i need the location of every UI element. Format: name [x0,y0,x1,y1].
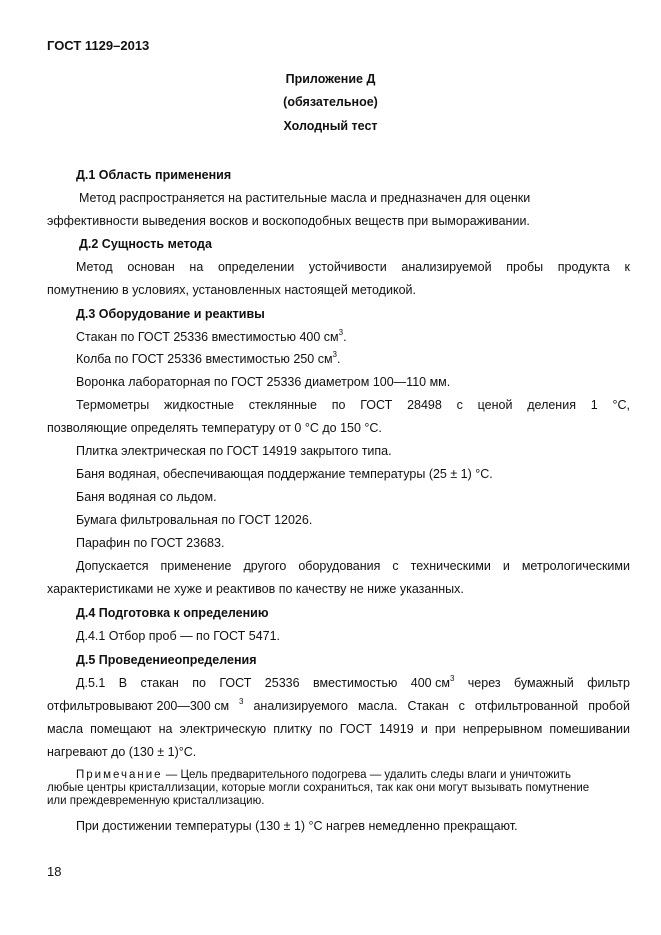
d5-final-line: При достижении температуры (130 ± 1) °С нагрев немедленно прекращают. [76,819,518,833]
equipment-paraffin: Парафин по ГОСТ 23683. [76,536,225,550]
appendix-status: (обязательное) [283,95,378,109]
note-line-3: или преждевременную кристаллизацию. [47,795,265,807]
equipment-flask: Колба по ГОСТ 25336 вместимостью 250 $см^3$. [76,349,341,366]
d2-text-line-2: помутнению в условиях, установленных настоящей методикой. [47,283,416,297]
equipment-allowance-line-2: характеристиками не хуже и реактивов по качеству не ниже указанных. [47,582,464,596]
d4-sampling: Д.4.1 Отбор проб — по ГОСТ 5471. [76,629,281,643]
d1-text-line-2: эффективности выведения восков и воскоподобных веществ при вымораживании. [47,214,530,228]
section-heading-d3: Д.3 Оборудование и реактивы [76,307,265,321]
equipment-beaker: Стакан по ГОСТ 25336 вместимостью 400 $см^3$. [76,327,347,344]
appendix-title: Приложение Д [285,72,376,86]
d5-text-line-2: отфильтровывают 200—300 см $^3$ анализируемого масла. Стакан с отфильтрованной пробой [47,696,630,713]
equipment-allowance-line-1: Допускается применение другого оборудования с техническими и метрологическими [76,559,630,573]
equipment-hotplate: Плитка электрическая по ГОСТ 14919 закрытого типа. [76,444,392,458]
equipment-filter-paper: Бумага фильтровальная по ГОСТ 12026. [76,513,313,527]
equipment-thermometers-line-2: позволяющие определять температуру от 0 °С до 150 °С. [47,421,382,435]
section-heading-d4: Д.4 Подготовка к определению [76,606,269,620]
d5-text-line-3: масла помещают на электрическую плитку по ГОСТ 14919 и при непрерывном помешивании [47,722,630,736]
section-heading-d1: Д.1 Область применения [76,168,232,182]
d5-text-line-4: нагревают до (130 ± 1)°С. [47,745,197,759]
equipment-funnel: Воронка лабораторная по ГОСТ 25336 диаметром 100—110 мм. [76,375,451,389]
document-header: ГОСТ 1129–2013 [47,38,150,53]
d1-text-line-1: Метод распространяется на растительные масла и предназначен для оценки [79,191,531,205]
equipment-water-bath: Баня водяная, обеспечивающая поддержание температуры (25 ± 1) °С. [76,467,493,481]
section-heading-d2: Д.2 Сущность метода [79,237,212,251]
appendix-name: Холодный тест [283,119,378,133]
note-line-2: любые центры кристаллизации, которые могли сохраниться, так как они могут вызывать помутнение [47,782,590,794]
section-heading-d5: Д.5 Проведениеопределения [76,653,257,667]
d2-text-line-1: Метод основан на определении устойчивости анализируемой пробы продукта к [76,260,630,274]
page-number: 18 [47,864,62,879]
d5-text-line-1: Д.5.1 В стакан по ГОСТ 25336 вместимостью 400 $см^3$ через бумажный фильтр [76,673,630,690]
equipment-thermometers-line-1: Термометры жидкостные стеклянные по ГОСТ 28498 с ценой деления 1 °С, [76,398,630,412]
equipment-ice-bath: Баня водяная со льдом. [76,490,217,504]
note-line-1: Примечание — Цель предварительного подогрева — удалить следы влаги и уничтожить [76,769,571,781]
